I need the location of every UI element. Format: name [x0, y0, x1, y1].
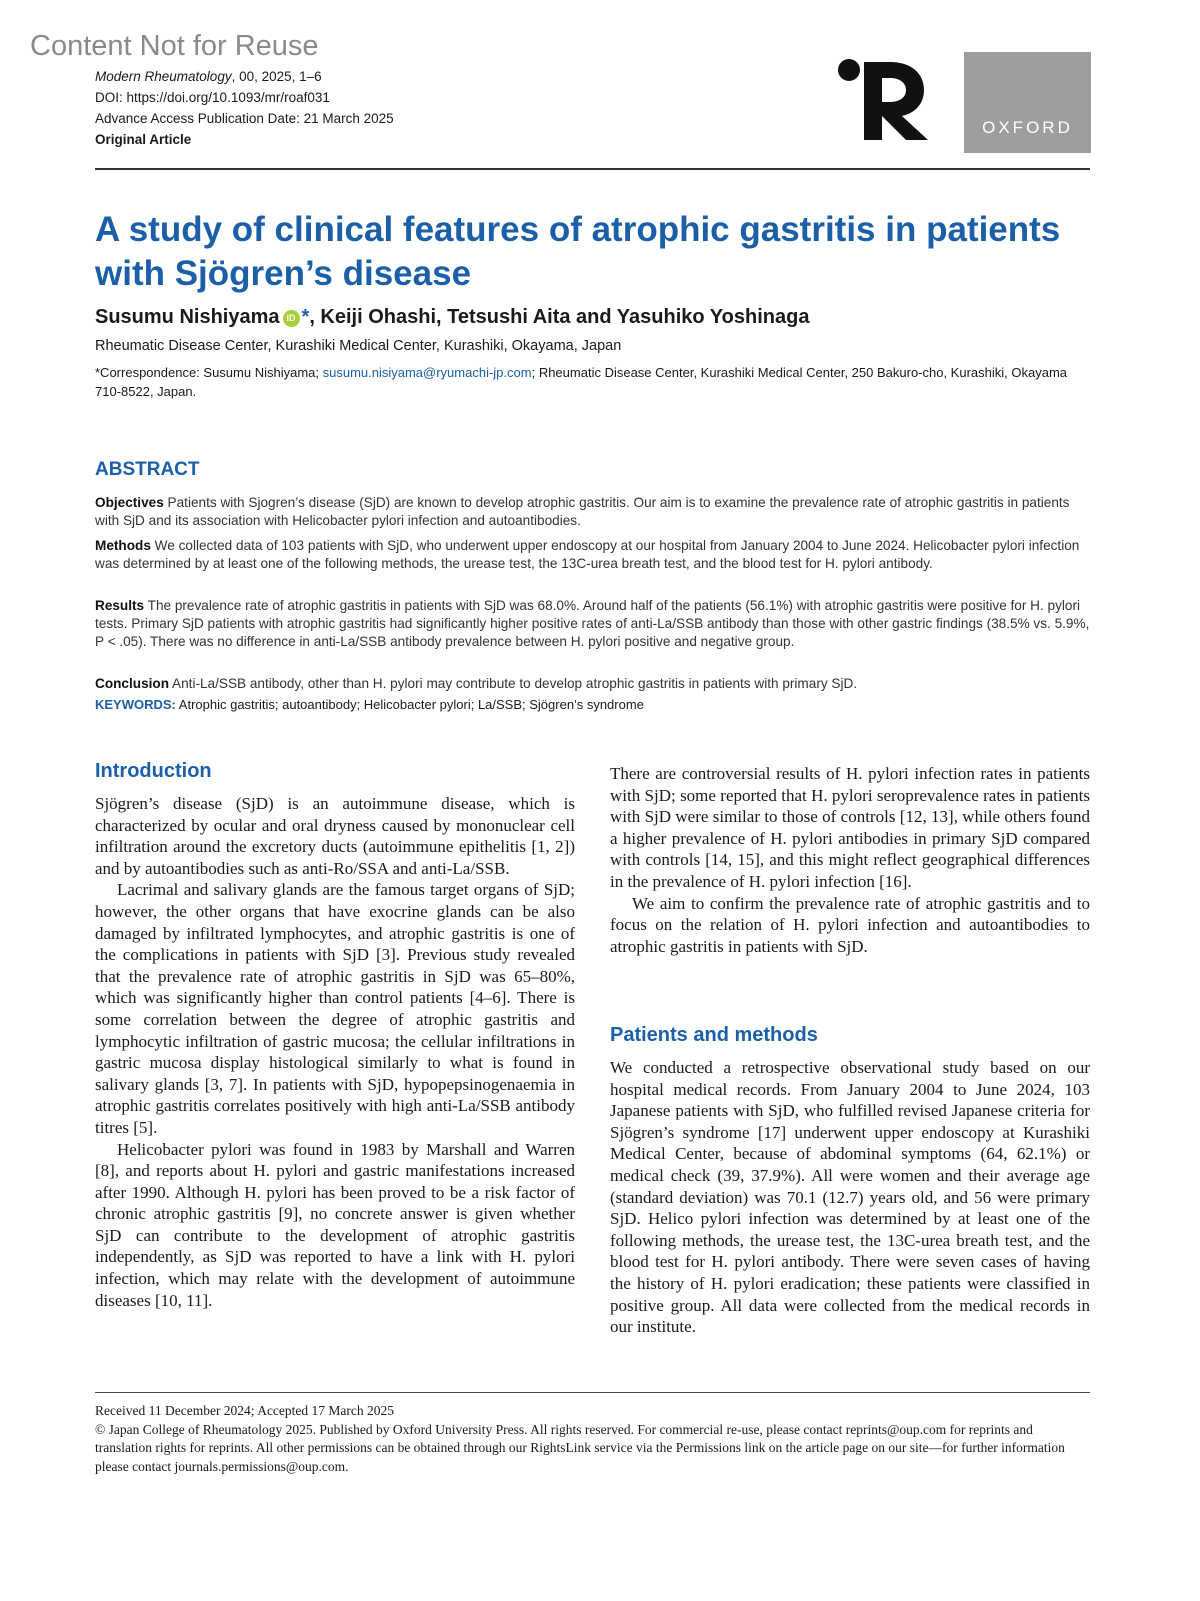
- methods-label: Methods: [95, 538, 151, 553]
- keywords: [95, 697, 644, 712]
- article-title: A study of clinical features of atrophic gastritis in patients with Sjögren’s disease: [95, 210, 1061, 293]
- article-type: Original Article: [95, 132, 192, 147]
- copyright: © Japan College of Rheumatology 2025. Published by Oxford University Press. All rights reserved. For commercial re-use, please contact reprints@oup.com for reprints and translation rights for reprints. All other permissions can be obtained through our RightsLink service via the Permissions link on the article page on our site—for further information please contact journals.permissions@oup.com.: [95, 1421, 1065, 1474]
- abstract-heading: ABSTRACT: [95, 459, 200, 480]
- footer: [95, 1402, 1090, 1476]
- patients-methods-heading: Patients and methods: [610, 1024, 818, 1046]
- volume-info: , 00, 2025, 1–6: [231, 69, 322, 84]
- article-meta: [95, 66, 394, 150]
- doi[interactable]: DOI: https://doi.org/10.1093/mr/roaf031: [95, 90, 330, 105]
- oxford-logo: [964, 52, 1091, 153]
- results-text: The prevalence rate of atrophic gastritis in patients with SjD was 68.0%. Around half of the patients (56.1%) with atrophic gastritis were positive for H. pylori tests. Primary SjD patients with atrophic gastritis had significantly higher positive rates of anti-La/SSB antibody than those with other gastric findings (38.5% vs. 5.9%, P < .05). There was no difference in anti-La/SSB antibody prevalence between H. pylori positive and negative group.: [95, 598, 1090, 649]
- correspondence-pre: *Correspondence: Susumu Nishiyama;: [95, 365, 323, 380]
- abstract-objectives: [95, 494, 1090, 530]
- publication-date: Advance Access Publication Date: 21 March 2025: [95, 111, 394, 126]
- corresponding-star: *: [301, 306, 310, 328]
- correspondence-post: ; Rheumatic Disease Center, Kurashiki Medical Center, 250 Bakuro-cho, Kurashiki, Okayama 710-8522, Japan.: [95, 365, 1068, 399]
- patients-methods-body: [610, 1057, 1090, 1338]
- right-paragraph-2: We aim to confirm the prevalence rate of atrophic gastritis and to focus on the relation of H. pylori infection and autoantibodies to atrophic gastritis in patients with SjD.: [610, 893, 1090, 956]
- abstract-results: [95, 597, 1090, 651]
- objectives-text: Patients with Sjogren’s disease (SjD) are known to develop atrophic gastritis. Our aim is to examine the prevalence rate of atrophic gastritis in patients with SjD and its association with Helicobacter pylori infection and autoantibodies.: [95, 495, 1070, 528]
- received-dates: Received 11 December 2024; Accepted 17 March 2025: [95, 1403, 395, 1418]
- abstract-conclusion: [95, 675, 1090, 693]
- keywords-label: KEYWORDS:: [95, 697, 176, 712]
- journal-name: Modern Rheumatology: [95, 69, 232, 84]
- intro-paragraph-3: Helicobacter pylori was found in 1983 by Marshall and Warren [8], and reports about H. pylori and gastric manifestations increased after 1990. Although H. pylori has been proved to be a risk factor of chronic atrophic gastritis [9], no concrete answer is given whether SjD can contribute to the development of atrophic gastritis independently, as SjD was reported to have a link with H. pylori infection, which may relate with the development of autoimmune diseases [10, 11].: [95, 1139, 575, 1310]
- introduction-heading: Introduction: [95, 760, 212, 782]
- intro-paragraph-1: Sjögren’s disease (SjD) is an autoimmune disease, which is characterized by ocular and oral dryness caused by mononuclear cell infiltration around the excretory ducts (autoimmune epithelitis [1, 2]) and by autoantibodies such as anti-Ro/SSA and anti-La/SSB.: [95, 794, 575, 878]
- journal-r-logo-icon: [836, 56, 934, 149]
- keywords-text: Atrophic gastritis; autoantibody; Helicobacter pylori; La/SSB; Sjögren’s syndrome: [178, 697, 644, 712]
- intro-paragraph-2: Lacrimal and salivary glands are the famous target organs of SjD; however, the other organs that have exocrine glands can be also damaged by infiltrated lymphocytes, and atrophic gastritis is one of the complications in patients with SjD [3]. Previous study revealed that the prevalence rate of atrophic gastritis in SjD was 65–80%, which was significantly higher than control patients [4–6]. There is some correlation between the degree of atrophic gastritis and lymphocytic infiltration of gastric mucosa; the cellular infiltrations in gastric mucosa display histological similarly to what is found in salivary glands [3, 7]. In patients with SjD, hypopepsinogenaemia in atrophic gastritis correlates positively with high anti-La/SSB antibody titres [5].: [95, 880, 575, 1137]
- authors-rest: , Keiji Ohashi, Tetsushi Aita and Yasuhiko Yoshinaga: [309, 306, 810, 328]
- correspondence: [95, 363, 1090, 401]
- methods-text: We collected data of 103 patients with SjD, who underwent upper endoscopy at our hospital from January 2004 to June 2024. Helicobacter pylori infection was determined by at least one of the following methods, the urease test, the 13C-urea breath test, and the blood test for H. pylori antibody.: [95, 538, 1080, 571]
- objectives-label: Objectives: [95, 495, 164, 510]
- abstract-methods: [95, 537, 1090, 573]
- authors: [95, 306, 809, 329]
- watermark: Content Not for Reuse: [30, 30, 319, 62]
- oxford-logo-text: OXFORD: [982, 117, 1073, 137]
- right-column-body: [610, 763, 1090, 957]
- orcid-icon[interactable]: iD: [283, 310, 300, 327]
- conclusion-text: Anti-La/SSB antibody, other than H. pylori may contribute to develop atrophic gastritis in patients with primary SjD.: [172, 676, 858, 691]
- results-label: Results: [95, 598, 145, 613]
- affiliation: Rheumatic Disease Center, Kurashiki Medical Center, Kurashiki, Okayama, Japan: [95, 338, 622, 354]
- correspondence-email-link[interactable]: susumu.nisiyama@ryumachi-jp.com: [322, 365, 532, 380]
- footer-rule: [95, 1392, 1090, 1393]
- conclusion-label: Conclusion: [95, 676, 170, 691]
- author-first: Susumu Nishiyama: [95, 306, 280, 328]
- introduction-body: [95, 793, 575, 1311]
- right-paragraph-1: There are controversial results of H. pylori infection rates in patients with SjD; some reported that H. pylori seroprevalence rates in patients with SjD were similar to those of controls [12, 13], while others found a higher prevalence of H. pylori antibodies in primary SjD compared with controls [14, 15], and this might reflect geographical differences in the prevalence of H. pylori infection [16].: [610, 764, 1090, 891]
- pm-paragraph-1: We conducted a retrospective observational study based on our hospital medical records. From January 2004 to June 2024, 103 Japanese patients with SjD, who fulfilled revised Japanese criteria for Sjögren’s syndrome [17] underwent upper endoscopy at Kurashiki Medical Center, because of abdominal symptoms (64, 62.1%) or medical check (39, 37.9%). All were women and their average age (standard deviation) was 70.1 (12.7) years old, and 56 were primary SjD. Helico pylori infection was determined by at least one of the following methods, the urease test, the 13C-urea breath test, and the blood test for H. pylori antibody. There were seven cases of having the history of H. pylori eradication; these patients were classified in positive group. All data were collected from the medical records in our institute.: [610, 1058, 1090, 1337]
- header-rule: [95, 168, 1090, 170]
- journal-line: [95, 66, 394, 87]
